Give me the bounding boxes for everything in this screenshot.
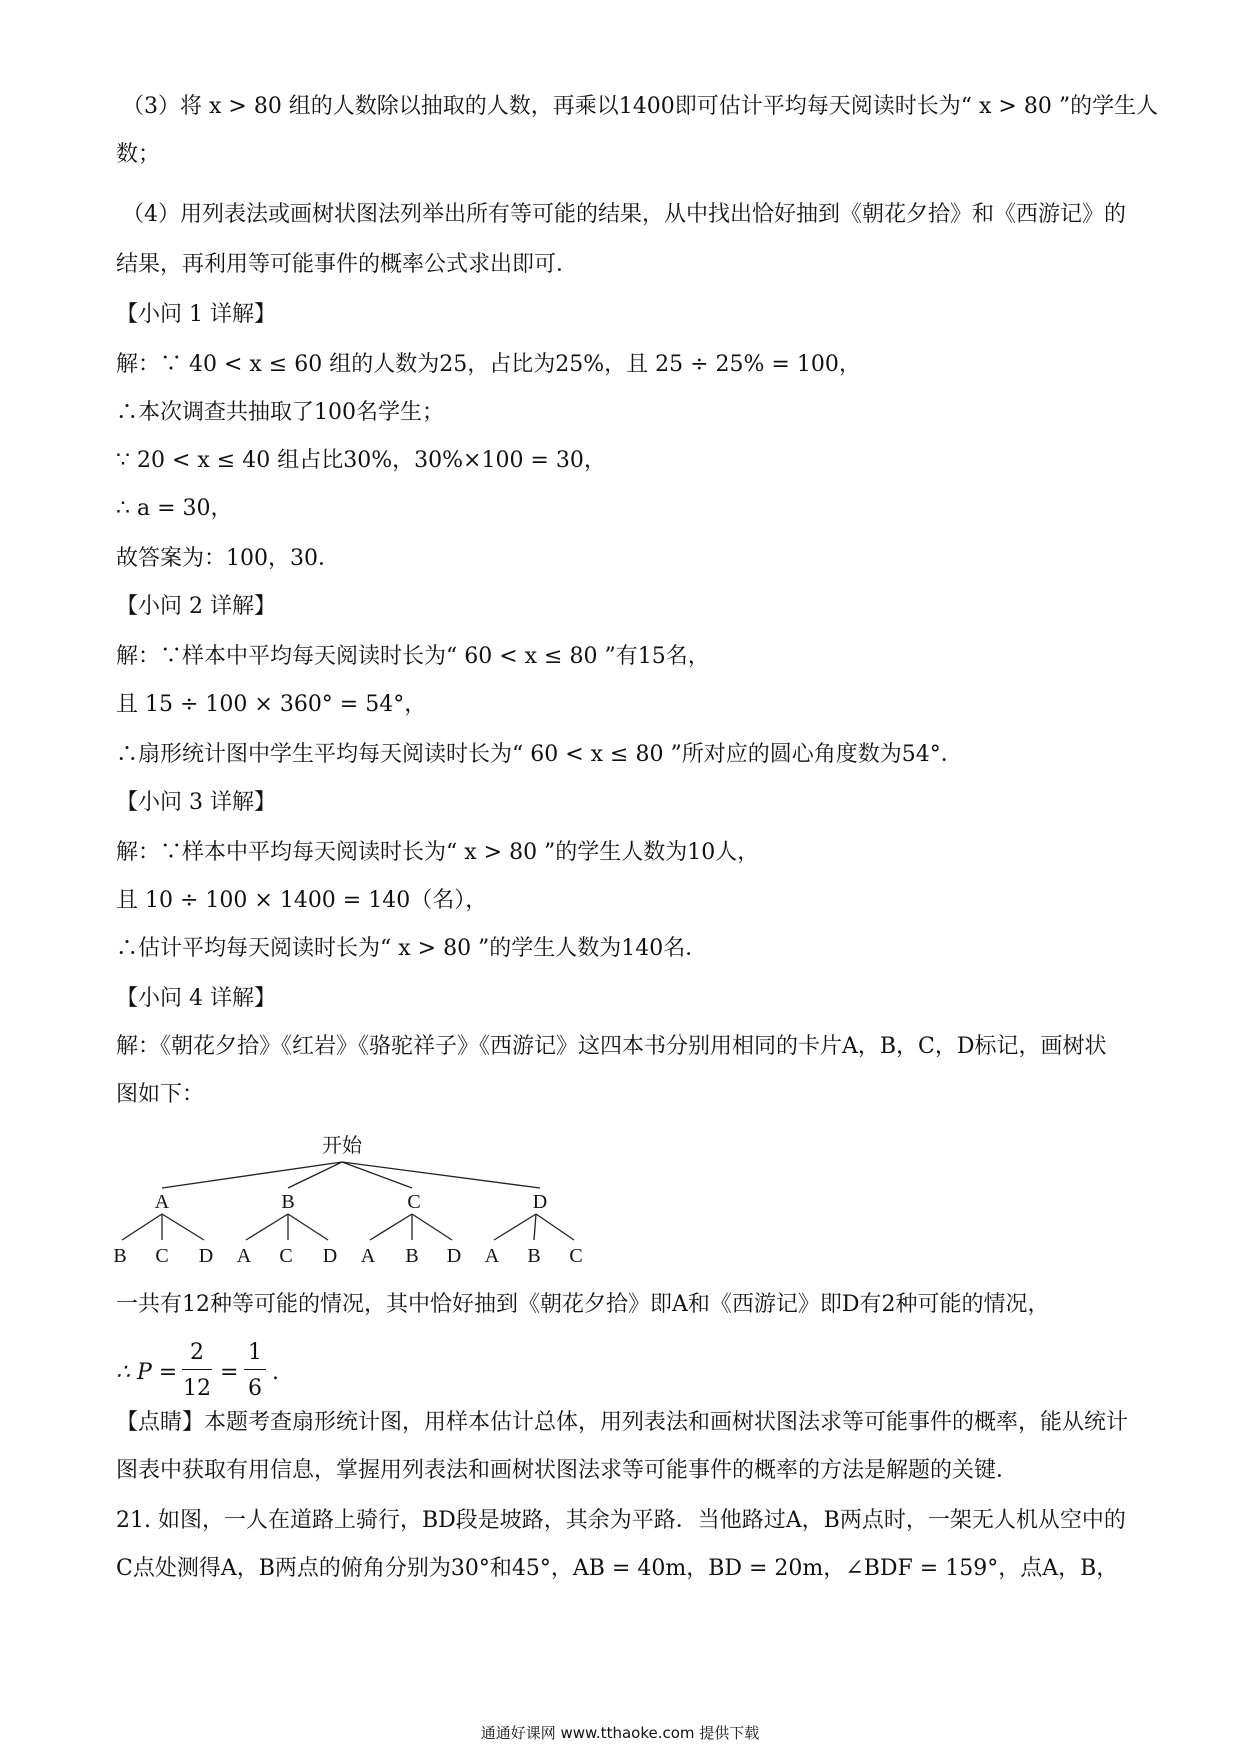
tree-leaf-label: B: [113, 1245, 127, 1267]
tree-diagram: [100, 1122, 620, 1272]
fraction-bar: [182, 1369, 212, 1370]
fraction-denominator: 12: [183, 1376, 211, 1401]
tree-leaf-label: C: [569, 1245, 583, 1267]
section-heading: 【小问 1 详解】: [116, 302, 276, 327]
tree-leaf-label: A: [484, 1245, 500, 1267]
problem-line: 21. 如图，一人在道路上骑行，BD段是坡路，其余为平路．当他路过A，B两点时，一架无人机从空中的: [116, 1508, 1126, 1533]
tree-leaf-label: C: [279, 1245, 293, 1267]
text-line: ∴估计平均每天阅读时长为“ x > 80 ”的学生人数为140名．: [116, 936, 708, 961]
fraction-denominator: 6: [248, 1376, 262, 1401]
text-line: ∴扇形统计图中学生平均每天阅读时长为“ 60 < x ≤ 80 ”所对应的圆心角度数为54°．: [116, 742, 963, 767]
fraction-numerator: 2: [190, 1340, 204, 1365]
tree-leaf-label: C: [155, 1245, 169, 1267]
text-line: ∵ 20 < x ≤ 40 组占比30%，30%×100 = 30，: [116, 448, 606, 473]
section-heading: 【小问 3 详解】: [116, 790, 276, 815]
formula-prefix: ∴ P =: [116, 1360, 178, 1385]
formula-period: .: [272, 1360, 279, 1385]
text-line: 解：∵样本中平均每天阅读时长为“ x > 80 ”的学生人数为10人，: [116, 840, 760, 865]
tree-node-label: B: [281, 1191, 295, 1213]
text-line: 【点睛】本题考查扇形统计图，用样本估计总体，用列表法和画树状图法求等可能事件的概率，能从统计: [116, 1410, 1129, 1435]
text-line: 且 10 ÷ 100 × 1400 = 140（名），: [116, 888, 488, 913]
text-line: 数；: [116, 142, 161, 167]
section-heading: 【小问 2 详解】: [116, 594, 276, 619]
text-line: ∴ a = 30，: [116, 496, 233, 521]
tree-root-label: 开始: [322, 1133, 362, 1157]
text-line: 结果，再利用等可能事件的概率公式求出即可．: [116, 252, 579, 277]
tree-leaf-label: D: [198, 1245, 214, 1267]
text-line: ∴本次调查共抽取了100名学生；: [116, 400, 444, 425]
tree-node-label: A: [154, 1191, 170, 1213]
fraction-numerator: 1: [248, 1340, 262, 1365]
tree-leaf-label: A: [236, 1245, 252, 1267]
tree-leaf-label: D: [322, 1245, 338, 1267]
tree-leaf-label: D: [446, 1245, 462, 1267]
tree-leaf-label: A: [360, 1245, 376, 1267]
tree-node-label: D: [532, 1191, 548, 1213]
text-line: 解：《朝花夕拾》《红岩》《骆驼祥子》《西游记》这四本书分别用相同的卡片A，B，C，D标记，画树状: [116, 1034, 1107, 1059]
tree-leaf-label: B: [527, 1245, 541, 1267]
tree-node-label: C: [407, 1191, 421, 1213]
text-line: 图表中获取有用信息，掌握用列表法和画树状图法求等可能事件的概率的方法是解题的关键．: [116, 1458, 1019, 1483]
text-line: 一共有12种等可能的情况，其中恰好抽到《朝花夕拾》即A和《西游记》即D有2种可能的情况，: [116, 1292, 1050, 1317]
section-heading: 【小问 4 详解】: [116, 986, 276, 1011]
text-line: 解：∵ 40 < x ≤ 60 组的人数为25，占比为25%，且 25 ÷ 25% = 100，: [116, 352, 861, 377]
text-line: 图如下：: [116, 1082, 205, 1107]
tree-leaf-label: B: [405, 1245, 419, 1267]
text-line: （3）将 x > 80 组的人数除以抽取的人数，再乘以1400即可估计平均每天阅读时长为“ x > 80 ”的学生人: [122, 94, 1159, 119]
equals-sign: =: [220, 1360, 239, 1385]
text-line: 故答案为：100，30．: [116, 546, 340, 571]
fraction-bar: [244, 1369, 266, 1370]
text-line: （4）用列表法或画树状图法列举出所有等可能的结果，从中找出恰好抽到《朝花夕拾》和《西游记》的: [122, 202, 1127, 227]
text-line: 解：∵样本中平均每天阅读时长为“ 60 < x ≤ 80 ”有15名，: [116, 644, 710, 669]
problem-line: C点处测得A，B两点的俯角分别为30°和45°，AB = 40m，BD = 20m，∠BDF = 159°，点A，B，: [116, 1556, 1119, 1581]
page-footer: 通通好课网 www.tthaoke.com 提供下载: [480, 1724, 760, 1742]
text-line: 且 15 ÷ 100 × 360° = 54°，: [116, 692, 427, 717]
